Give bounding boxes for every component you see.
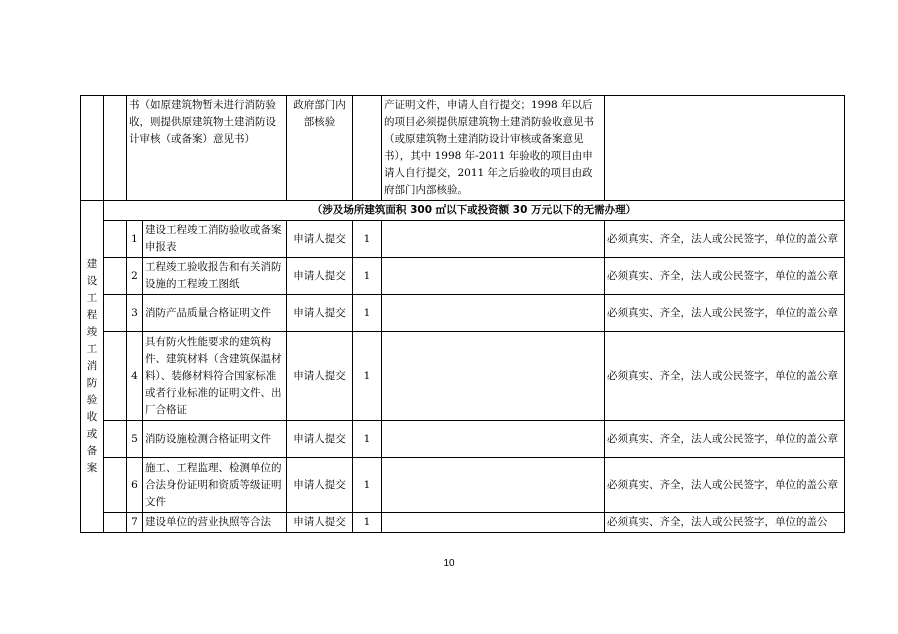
item-source: 申请人提交 [287, 458, 353, 513]
item-material: 具有防火性能要求的建筑构件、建筑材料（含建筑保温材料）、装修材料符合国家标准或者行业标准的证明文件、出厂合格证 [143, 332, 287, 421]
continued-source: 政府部门内部核验 [287, 96, 353, 201]
item-requirement: 必须真实、齐全，法人或公民签字，单位的盖公章 [605, 458, 845, 513]
item-source: 申请人提交 [287, 332, 353, 421]
item-copies: 1 [353, 258, 382, 295]
continued-row [81, 96, 845, 201]
item-requirement: 必须真实、齐全，法人或公民签字，单位的盖公章 [605, 258, 845, 295]
item-copies: 1 [353, 421, 382, 458]
empty-cell [104, 458, 127, 513]
item-copies: 1 [353, 513, 382, 533]
item-material: 工程竣工验收报告和有关消防设施的工程竣工图纸 [143, 258, 287, 295]
item-requirement: 必须真实、齐全，法人或公民签字，单位的盖公章 [605, 421, 845, 458]
item-no: 3 [127, 295, 143, 332]
item-copies: 1 [353, 295, 382, 332]
item-requirement: 必须真实、齐全，法人或公民签字，单位的盖公 [605, 513, 845, 533]
category-cell: 建设工程竣工消防验收或备案 [81, 201, 104, 533]
table-row [81, 458, 845, 513]
empty-cell [104, 221, 127, 258]
item-source: 申请人提交 [287, 258, 353, 295]
empty-cell [104, 332, 127, 421]
table-row [81, 332, 845, 421]
page-number: 10 [443, 558, 455, 569]
empty-cell [382, 513, 605, 533]
empty-cell [353, 96, 382, 201]
item-source: 申请人提交 [287, 295, 353, 332]
item-material: 建设单位的营业执照等合法 [143, 513, 287, 533]
section-banner: （涉及场所建筑面积 300 ㎡以下或投资额 30 万元以下的无需办理） [104, 201, 845, 221]
item-material: 施工、工程监理、检测单位的合法身份证明和资质等级证明文件 [143, 458, 287, 513]
empty-cell [382, 258, 605, 295]
item-material: 消防产品质量合格证明文件 [143, 295, 287, 332]
continued-material: 书（如原建筑物暂未进行消防验收，则提供原建筑物土建消防设计审核（或备案）意见书） [127, 96, 287, 201]
item-no: 5 [127, 421, 143, 458]
table-row [81, 295, 845, 332]
materials-table [80, 95, 845, 533]
item-source: 申请人提交 [287, 421, 353, 458]
item-requirement: 必须真实、齐全，法人或公民签字，单位的盖公章 [605, 295, 845, 332]
empty-cell [104, 96, 127, 201]
empty-cell [104, 258, 127, 295]
item-material: 消防设施检测合格证明文件 [143, 421, 287, 458]
empty-cell [104, 513, 127, 533]
item-material: 建设工程竣工消防验收或备案申报表 [143, 221, 287, 258]
empty-cell [605, 96, 845, 201]
empty-cell [382, 458, 605, 513]
item-copies: 1 [353, 458, 382, 513]
empty-cell [382, 332, 605, 421]
item-no: 6 [127, 458, 143, 513]
empty-cell [104, 421, 127, 458]
item-copies: 1 [353, 221, 382, 258]
section-banner-row [81, 201, 845, 221]
table-row [81, 421, 845, 458]
item-source: 申请人提交 [287, 513, 353, 533]
item-no: 7 [127, 513, 143, 533]
table-row [81, 258, 845, 295]
item-source: 申请人提交 [287, 221, 353, 258]
item-no: 2 [127, 258, 143, 295]
empty-cell [382, 221, 605, 258]
item-requirement: 必须真实、齐全，法人或公民签字，单位的盖公章 [605, 221, 845, 258]
item-no: 1 [127, 221, 143, 258]
item-no: 4 [127, 332, 143, 421]
item-copies: 1 [353, 332, 382, 421]
empty-cell [104, 295, 127, 332]
empty-cell [382, 421, 605, 458]
table-row [81, 221, 845, 258]
item-requirement: 必须真实、齐全，法人或公民签字，单位的盖公章 [605, 332, 845, 421]
continued-note: 产证明文件，申请人自行提交；1998 年以后的项目必须提供原建筑物土建消防验收意见书（或原建筑物土建消防设计审核或备案意见书），其中 1998 年-2011 年验收的项目由申请人自行提交，2011 年之后验收的项目由政府部门内部核验。 [382, 96, 605, 201]
empty-cell [81, 96, 104, 201]
table-row [81, 513, 845, 533]
empty-cell [382, 295, 605, 332]
